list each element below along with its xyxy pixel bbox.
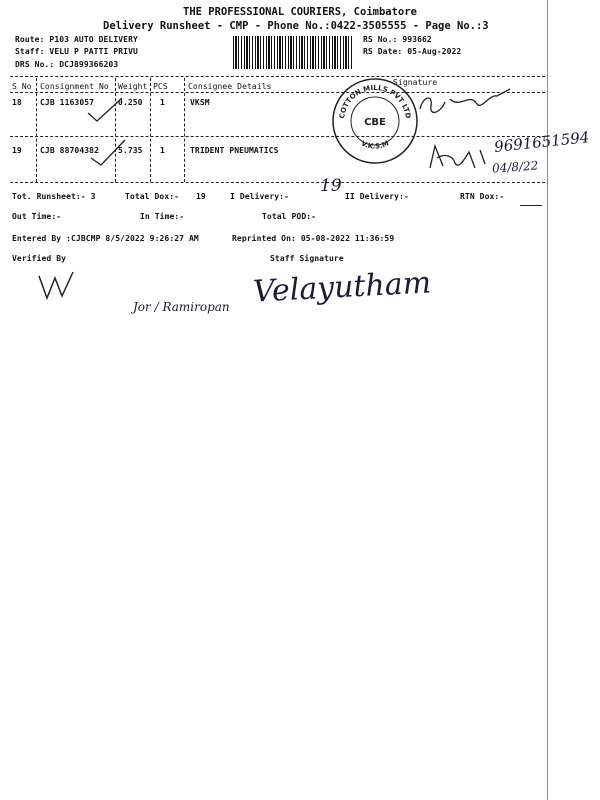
ii-delivery-label: II Delivery:- [345,192,409,201]
entered-by: Entered By :CJBCMP 8/5/2022 9:26:27 AM [12,234,199,243]
in-time-label: In Time:- [140,212,185,221]
col-consignment: Consignment No [40,82,109,91]
svg-text:V.K.S.M [360,139,390,150]
col-sno: S No [12,82,32,91]
row-weight: 5.735 [118,146,143,155]
col-weight: Weight [118,82,148,91]
row-consignee: VKSM [190,98,210,107]
runsheet-subtitle: Delivery Runsheet - CMP - Phone No.:0422-3505555 - Page No.:3 [103,20,489,32]
handwritten-phone: 9691651594 [493,128,591,156]
verified-by-signature [35,268,80,303]
table-bottom-rule [10,182,545,183]
company-title: THE PROFESSIONAL COURIERS, Coimbatore [183,6,417,18]
row-sno: 19 [12,146,22,155]
handwritten-signature-row18 [415,84,515,124]
row-weight: 0.250 [118,98,143,107]
verified-by-label: Verified By [12,254,67,263]
drs-number: DRS No.: DCJ899366203 [15,60,119,69]
col-signature: Signature [393,78,438,87]
small-signature: Jor / Ramiropan [133,300,230,314]
reprinted-on: Reprinted On: 05-08-2022 11:36:59 [232,234,395,243]
row-rule [10,136,545,137]
row-consignee: TRIDENT PNEUMATICS [190,146,279,155]
col-pcs: PCS [153,82,168,91]
stamp-bottom-text: V.K.S.M [359,139,391,151]
row-sno: 18 [12,98,22,107]
rtn-dox-label: RTN Dox:- [460,192,505,201]
handwritten-delivery-count: 19 [320,176,342,196]
row-pcs: 1 [160,98,165,107]
company-stamp [330,76,420,166]
i-delivery-label: I Delivery:- [230,192,289,201]
barcode [233,36,353,69]
table-top-rule [10,76,545,77]
checkmark-icon [88,138,128,168]
svg-text:COTTON MILLS PVT LTD [338,84,412,119]
route-label: Route: P103 AUTO DELIVERY [15,35,138,44]
hand-stroke [520,205,542,206]
total-pod-label: Total POD:- [262,212,317,221]
page-edge-line [547,0,548,800]
row-consignment: CJB 88704382 [40,146,99,155]
rs-number: RS No.: 993662 [363,35,432,44]
total-dox-label: Total Dox:- [125,192,180,201]
col-divider [150,78,151,182]
checkmark-icon [85,95,125,125]
stamp-top-text: COTTON MILLS PVT LTD [338,83,412,120]
staff-signature-label: Staff Signature [270,254,344,263]
handwritten-date: 04/8/22 [491,158,539,176]
staff-label: Staff: VELU P PATTI PRIVU [15,47,138,56]
total-dox-value: 19 [196,192,206,201]
col-divider [36,78,37,182]
tot-runsheet: Tot. Runsheet:- 3 [12,192,96,201]
rs-date: RS Date: 05-Aug-2022 [363,47,462,56]
row-consignment: CJB 1163057 [40,98,95,107]
col-divider [184,78,185,182]
out-time-label: Out Time:- [12,212,62,221]
col-consignee: Consignee Details [188,82,272,91]
stamp-center-text: CBE [364,117,386,128]
staff-signature: Velayutham [252,265,432,310]
row-pcs: 1 [160,146,165,155]
handwritten-signature-row19 [425,138,495,178]
